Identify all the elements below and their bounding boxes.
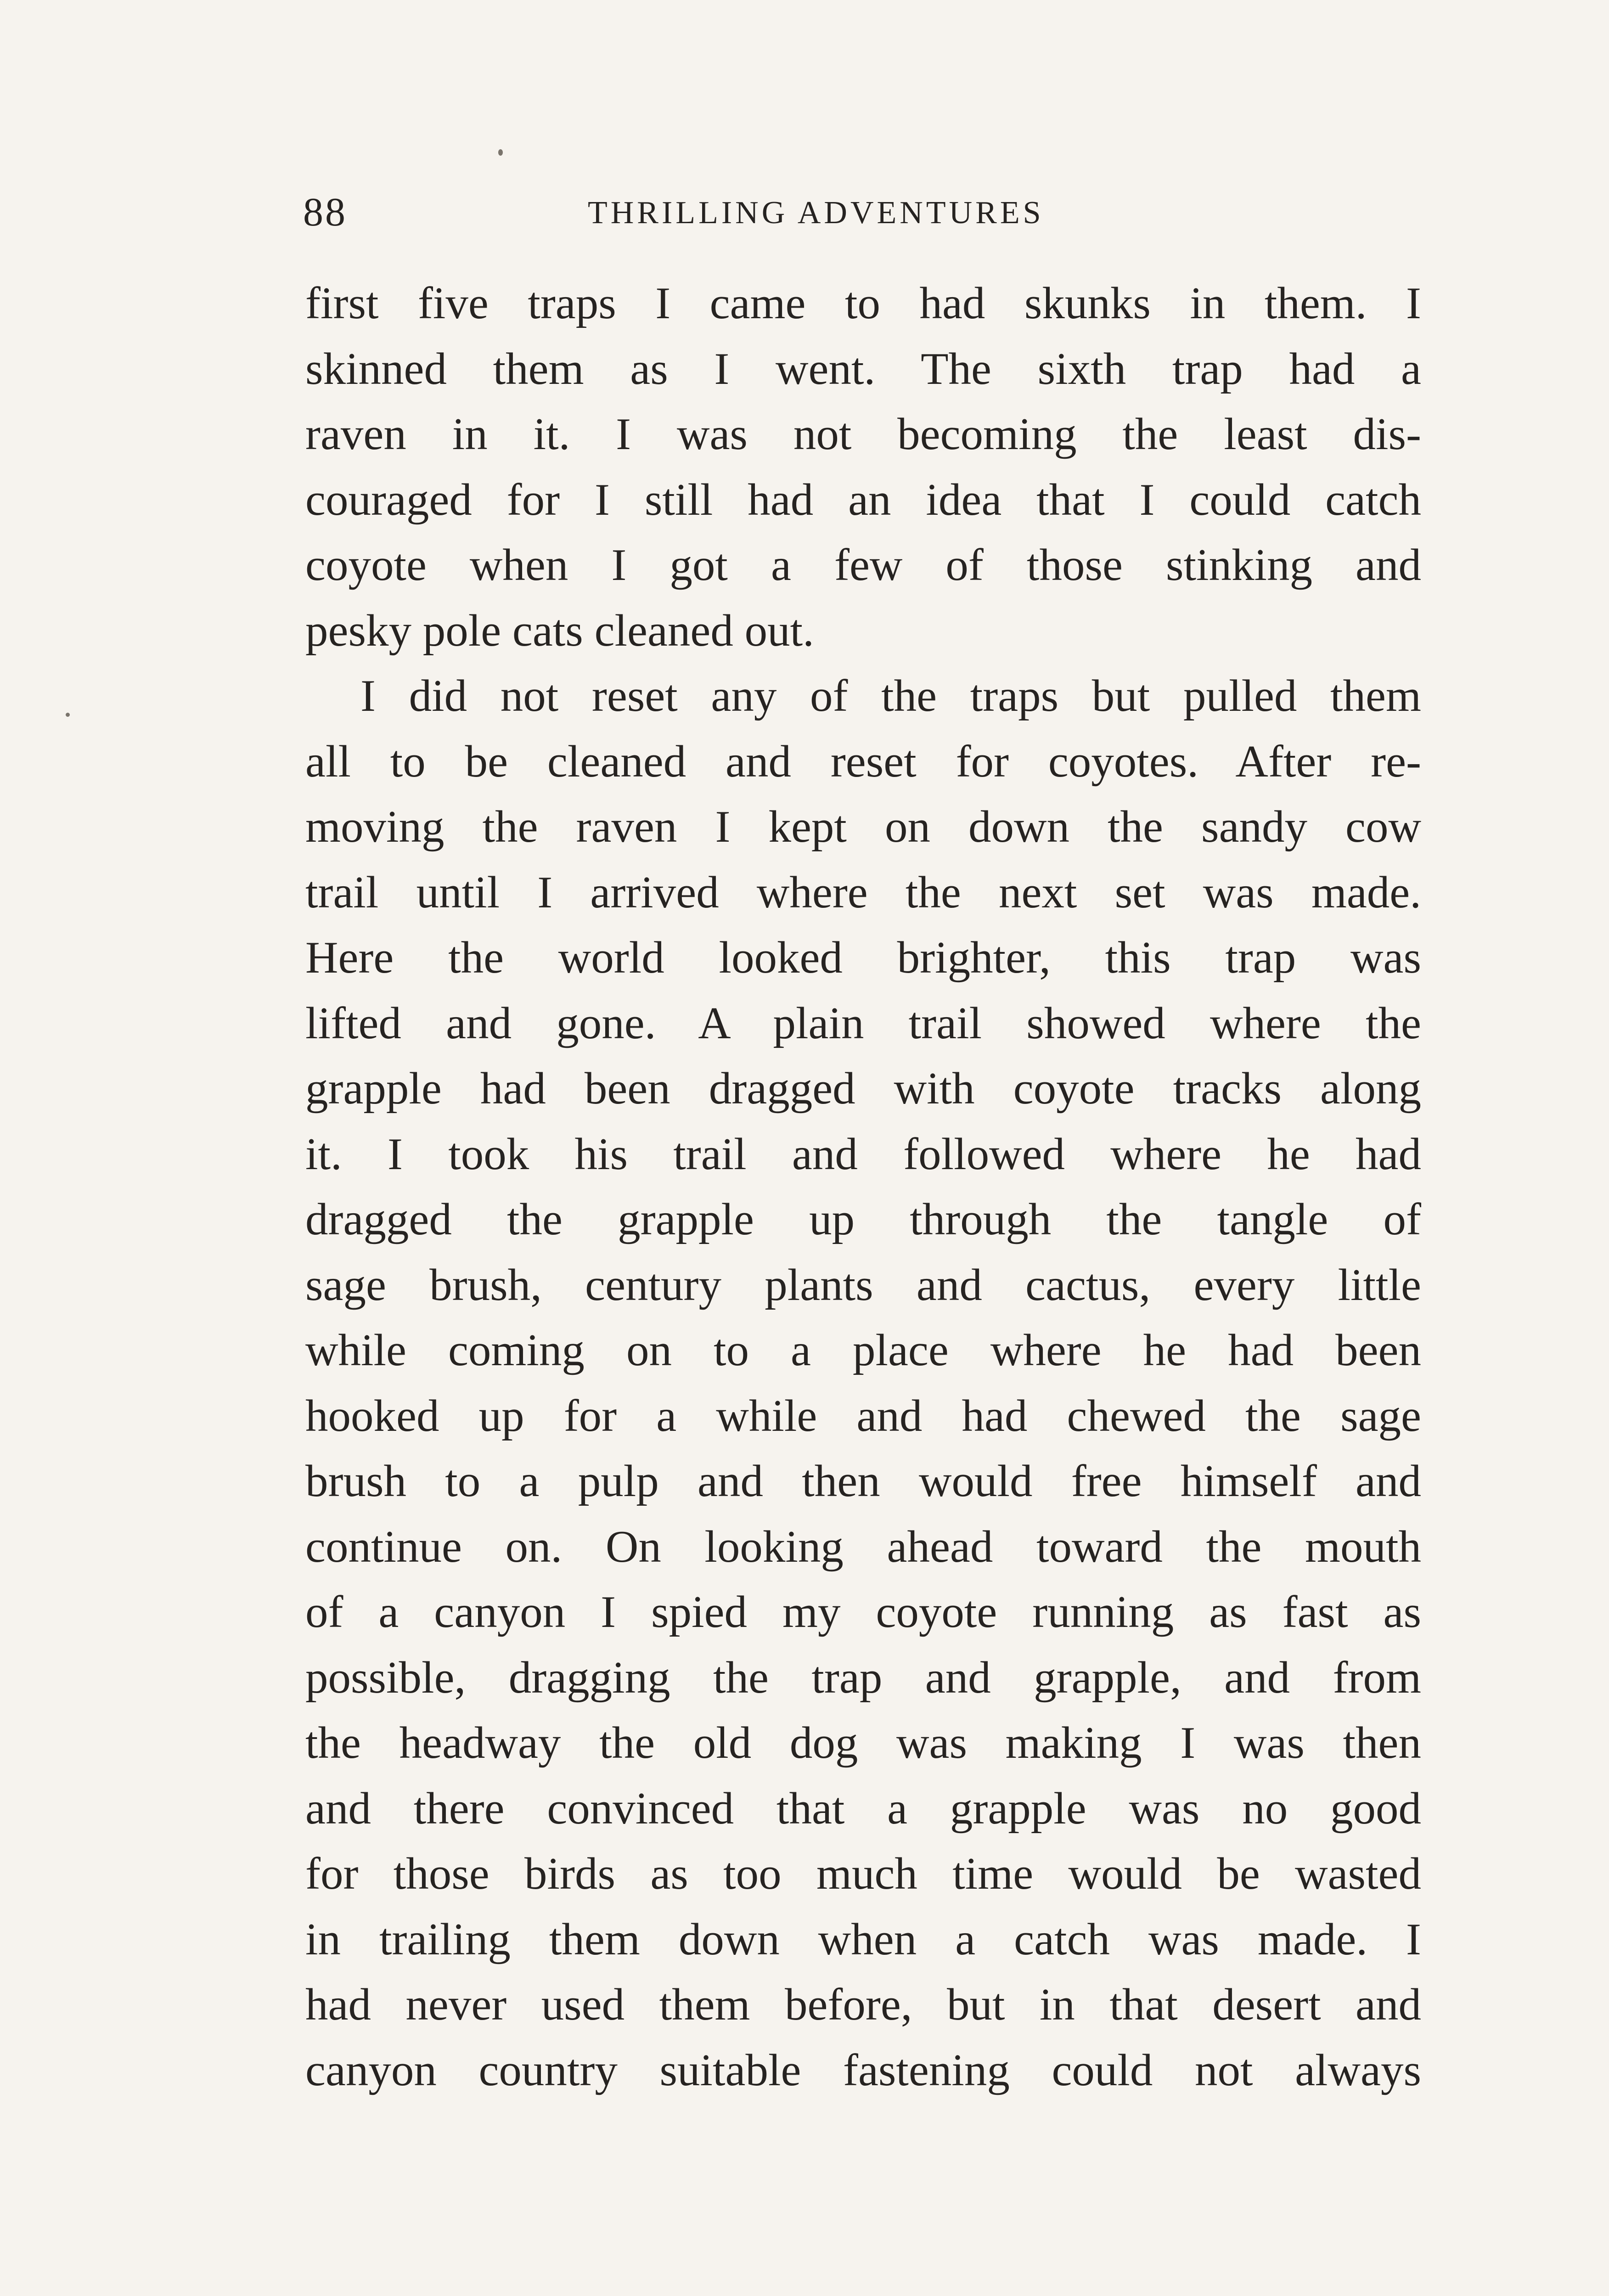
text-line: all to be cleaned and reset for coyotes. After re-	[305, 736, 1421, 787]
text-line: had never used them before, but in that desert and	[305, 1980, 1421, 2030]
text-line: sage brush, century plants and cactus, every little	[305, 1260, 1421, 1310]
text-line: raven in it. I was not becoming the least dis-	[305, 409, 1421, 459]
paragraph-start-line: I did not reset any of the traps but pulled them	[360, 671, 1421, 721]
body-text	[305, 271, 1421, 2103]
text-line: skinned them as I went. The sixth trap had a	[305, 343, 1421, 394]
text-line: and there convinced that a grapple was no good	[305, 1783, 1421, 1834]
text-line: hooked up for a while and had chewed the sage	[305, 1390, 1421, 1441]
text-line: the headway the old dog was making I was then	[305, 1718, 1421, 1768]
text-line: canyon country suitable fastening could not always	[305, 2045, 1421, 2095]
text-line: moving the raven I kept on down the sandy cow	[305, 802, 1421, 852]
text-line: possible, dragging the trap and grapple, and from	[305, 1652, 1421, 1703]
text-line: in trailing them down when a catch was made. I	[305, 1914, 1421, 1964]
text-line: pesky pole cats cleaned out.	[305, 605, 814, 656]
text-line: first five traps I came to had skunks in them. I	[305, 278, 1421, 328]
paper-speck	[66, 713, 70, 717]
text-line: grapple had been dragged with coyote tracks along	[305, 1064, 1421, 1114]
text-line: trail until I arrived where the next set was made.	[305, 867, 1421, 917]
text-line: continue on. On looking ahead toward the mouth	[305, 1521, 1421, 1572]
text-line: for those birds as too much time would be wasted	[305, 1849, 1421, 1899]
running-header	[303, 184, 1433, 248]
text-line: while coming on to a place where he had been	[305, 1325, 1421, 1375]
text-line: dragged the grapple up through the tangle of	[305, 1194, 1421, 1244]
text-line: lifted and gone. A plain trail showed where the	[305, 998, 1421, 1048]
paper-speck	[498, 149, 503, 156]
text-line: of a canyon I spied my coyote running as fast as	[305, 1587, 1421, 1637]
text-line: couraged for I still had an idea that I could catch	[305, 474, 1421, 525]
running-title: THRILLING ADVENTURES	[588, 195, 1044, 231]
text-line: brush to a pulp and then would free himself and	[305, 1456, 1421, 1506]
text-line: it. I took his trail and followed where he had	[305, 1129, 1421, 1179]
page-number: 88	[303, 190, 347, 235]
text-line: Here the world looked brighter, this trap was	[305, 933, 1421, 983]
text-line: coyote when I got a few of those stinking and	[305, 540, 1421, 590]
